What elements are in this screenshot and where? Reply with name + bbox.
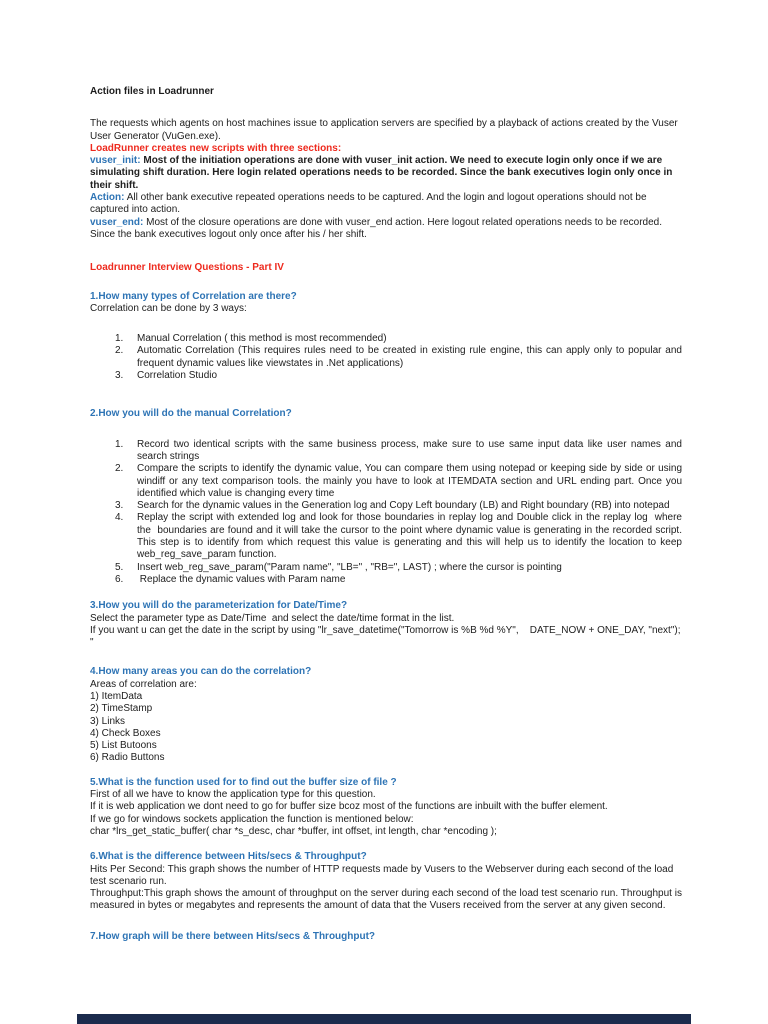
list-item-number: 1. [115, 438, 124, 450]
list-item-text: Automatic Correlation (This requires rules need to be created in existing rule engine, this can apply only to popular and frequent dynamic values like viewstates in .Net applications) [137, 345, 685, 369]
question-5-line: If we go for windows sockets application the function is mentioned below: [90, 813, 414, 825]
question-6-title: 6.What is the difference between Hits/secs & Throughput? [90, 851, 367, 863]
question-1-list [90, 333, 685, 382]
list-item [115, 345, 685, 370]
question-4-line: 4) Check Boxes [90, 727, 161, 739]
question-4-line: 3) Links [90, 715, 126, 727]
action-line [90, 192, 682, 217]
page-content [90, 86, 685, 943]
list-item [115, 574, 682, 586]
question-7-title: 7.How graph will be there between Hits/secs & Throughput? [90, 930, 376, 942]
list-item-number: 6. [115, 573, 124, 585]
question-4-title: 4.How many areas you can do the correlation? [90, 666, 312, 678]
sections-heading: LoadRunner creates new scripts with three sections: [90, 142, 342, 154]
next-page-top-edge [77, 1014, 691, 1024]
question-1-lead: Correlation can be done by 3 ways: [90, 302, 247, 314]
list-item-number: 2. [115, 345, 124, 357]
list-item-number: 1. [115, 333, 124, 345]
question-4-line: 2) TimeStamp [90, 703, 153, 715]
question-5-function-line: char *lrs_get_static_buffer( char *s_desc, char *buffer, int offset, int length, char *encoding ); [90, 825, 497, 837]
action-text: All other bank executive repeated operations needs to be captured. And the login and logout operations should not be captured into action. [90, 192, 647, 216]
question-4-line: 6) Radio Buttons [90, 752, 165, 764]
vuser-init-label: vuser_init: [90, 155, 141, 167]
question-2-title: 2.How you will do the manual Correlation? [90, 408, 292, 420]
question-5-line: First of all we have to know the application type for this question. [90, 789, 376, 801]
list-item-number: 2. [115, 463, 124, 475]
list-item-number: 3. [115, 500, 124, 512]
question-4-line: 1) ItemData [90, 690, 143, 702]
list-item-text: Insert web_reg_save_param("Param name", "LB=" , "RB=", LAST) ; where the cursor is pointing [137, 561, 562, 573]
question-5-title: 5.What is the function used for to find out the buffer size of file ? [90, 776, 397, 788]
question-4-line: 5) List Butoons [90, 740, 157, 752]
list-item [115, 512, 685, 561]
list-item-text: Replace the dynamic values with Param name [137, 573, 346, 585]
vuser-init-line [90, 155, 682, 192]
question-4-lead: Areas of correlation are: [90, 678, 197, 690]
question-6-throughput-paragraph: Throughput:This graph shows the amount of throughput on the server during each second of the load test scenario run. Throughput is measured in bytes or megabytes and represents the amount of data that the Vusers received from the server at any given second. [90, 888, 682, 912]
intro-block [90, 118, 682, 241]
doc-title: Action files in Loadrunner [90, 86, 214, 97]
vuser-end-text: Most of the closure operations are done with vuser_end action. Here logout related operations needs to be recorded. Since the bank executives logout only once after his / her shift. [90, 216, 663, 240]
list-item [115, 463, 685, 500]
list-item-number: 5. [115, 561, 124, 573]
list-item [115, 370, 682, 382]
list-item-number: 3. [115, 370, 124, 382]
question-1-title: 1.How many types of Correlation are there? [90, 290, 297, 302]
question-5-line: If it is web application we dont need to go for buffer size bcoz most of the functions are inbuilt with the buffer element. [90, 801, 608, 813]
question-6-hits-paragraph: Hits Per Second: This graph shows the number of HTTP requests made by Vusers to the Webserver during each second of the load test scenario run. [90, 863, 674, 887]
vuser-end-label: vuser_end: [90, 216, 144, 228]
list-item-text: Compare the scripts to identify the dynamic value, You can compare them using notepad or keeping side by side or using windiff or any text comparison tools. the mainly you have to look at ITEMDATA section and URL ending part. Once you identified which value is changing every time [137, 463, 685, 499]
list-item [115, 438, 685, 464]
vuser-init-text: Most of the initiation operations are done with vuser_init action. We need to execute login only once if we are simulating shift duration. Here login related operations needs to be recorded. Since the bank executives login only once in their shift. [90, 155, 673, 191]
list-item-text: Correlation Studio [137, 370, 218, 382]
list-item-text: Record two identical scripts with the same business process, make sure to use same input data like user names and search strings [137, 438, 685, 462]
list-item-text: Manual Correlation ( this method is most recommended) [137, 333, 387, 345]
question-2-list [90, 438, 685, 587]
list-item-text: Replay the script with extended log and look for those boundaries in replay log and Double click in the replay log where the boundaries are found and it will take the cursor to the point where dynamic value is generating in the recorded script. This step is to identify from which request this value is generating and this will help us to identify the location to keep web_reg_save_param function. [137, 512, 685, 561]
part-heading: Loadrunner Interview Questions - Part IV [90, 262, 284, 274]
list-item-text: Search for the dynamic values in the Generation log and Copy Left boundary (LB) and Right boundary (RB) into notepad [137, 500, 670, 512]
list-item [115, 562, 682, 574]
question-3-line: If you want u can get the date in the script by using "lr_save_datetime("Tomorrow is %B %d %Y", DATE_NOW + ONE_DAY, "next"); " [90, 624, 684, 649]
list-item [115, 500, 682, 512]
list-item [115, 333, 682, 345]
list-item-number: 4. [115, 512, 124, 524]
intro-paragraph: The requests which agents on host machines issue to application servers are specified by a playback of actions created by the Vuser User Generator (VuGen.exe). [90, 118, 681, 142]
question-3-title: 3.How you will do the parameterization for Date/Time? [90, 600, 348, 612]
question-3-line: Select the parameter type as Date/Time and select the date/time format in the list. [90, 612, 455, 624]
vuser-end-line [90, 217, 682, 242]
action-label: Action: [90, 192, 125, 204]
